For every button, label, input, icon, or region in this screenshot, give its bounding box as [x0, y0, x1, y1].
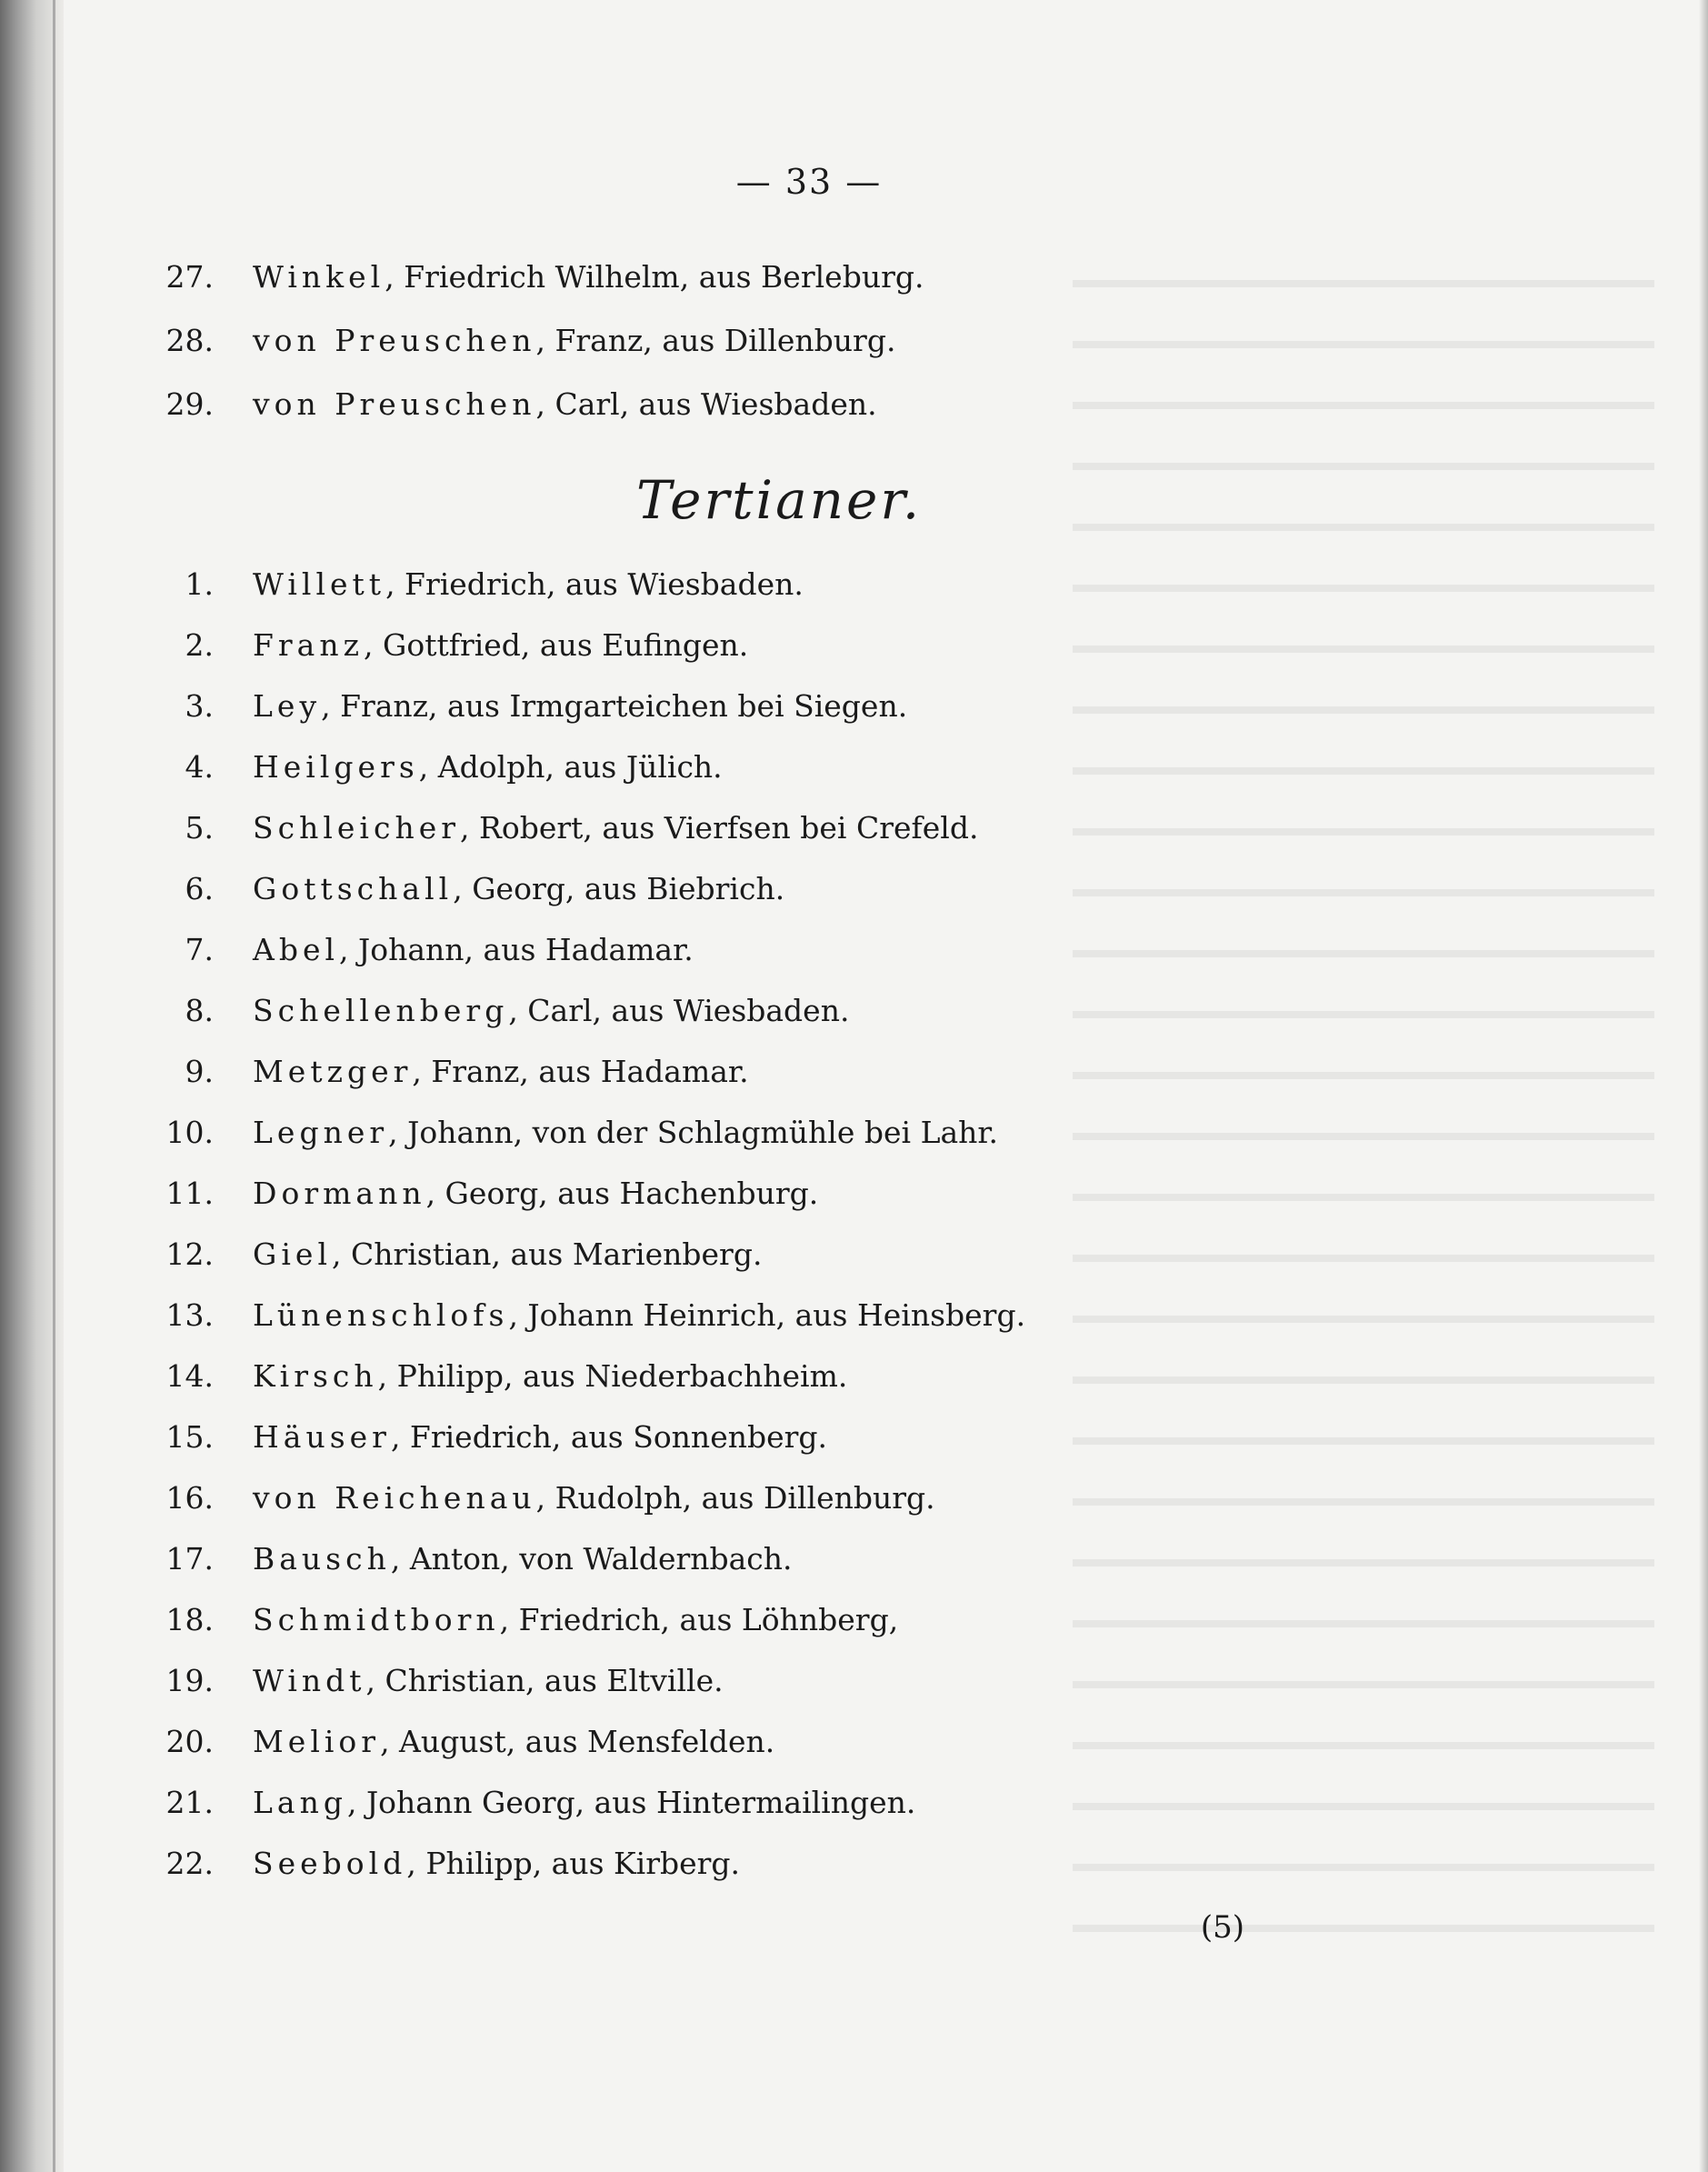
- entry-number: 7.: [185, 932, 214, 967]
- entry-number: 15.: [165, 1419, 214, 1455]
- list-item: [0, 1293, 1273, 1338]
- entry-number: 4.: [185, 749, 214, 785]
- entry-surname: Kirsch: [253, 1358, 378, 1394]
- list-item: [0, 745, 1273, 790]
- entry-text: [253, 1536, 793, 1582]
- list-item: [0, 1841, 1273, 1887]
- entry-surname: Schmidtborn: [253, 1602, 500, 1637]
- entry-number: 29.: [165, 386, 214, 422]
- entry-number: 2.: [185, 627, 214, 663]
- entry-text: [253, 988, 849, 1034]
- entry-text: [253, 1171, 818, 1216]
- entry-number: 1.: [185, 566, 214, 602]
- list-item: [0, 318, 1273, 364]
- entry-details: , Johann Georg, aus Hintermailingen.: [346, 1785, 916, 1820]
- page-header: [0, 162, 1708, 216]
- section-heading: Tertianer.: [636, 469, 923, 531]
- entry-number: 21.: [165, 1785, 214, 1820]
- entry-text: [253, 866, 784, 912]
- entry-details: , Friedrich Wilhelm, aus Berleburg.: [385, 259, 924, 295]
- list-item: [0, 1719, 1273, 1765]
- entry-text: [253, 1110, 998, 1156]
- list-item: [0, 806, 1273, 851]
- entry-surname: Gottschall: [253, 871, 454, 906]
- entry-details: , Carl, aus Wiesbaden.: [508, 993, 850, 1028]
- entry-text: [253, 1476, 935, 1521]
- entry-details: , Johann, aus Hadamar.: [339, 932, 694, 967]
- list-item: [0, 1597, 1273, 1643]
- list-item: [0, 866, 1273, 912]
- entry-number: 6.: [185, 871, 214, 906]
- entry-surname: Giel: [253, 1236, 332, 1272]
- entry-number: 27.: [165, 259, 214, 295]
- list-item: [0, 255, 1273, 300]
- entry-number: 11.: [165, 1176, 214, 1211]
- entry-details: , Rudolph, aus Dillenburg.: [535, 1480, 935, 1516]
- entry-details: , Johann, von der Schlagmühle bei Lahr.: [388, 1115, 999, 1150]
- entry-surname: Legner: [253, 1115, 389, 1150]
- entry-text: [253, 806, 978, 851]
- entry-details: , Christian, aus Marienberg.: [332, 1236, 763, 1272]
- entry-surname: Heilgers: [253, 749, 419, 785]
- entry-details: , Adolph, aus Jülich.: [418, 749, 723, 785]
- entry-details: , August, aus Mensfelden.: [380, 1724, 775, 1759]
- entry-number: 18.: [165, 1602, 214, 1637]
- entry-text: [253, 745, 723, 790]
- entry-text: [253, 1354, 847, 1399]
- entry-text: [253, 318, 895, 364]
- entry-surname: Abel: [253, 932, 340, 967]
- entry-surname: Willett: [253, 566, 386, 602]
- signature-mark: (5): [1200, 1909, 1245, 1946]
- list-item: [0, 1049, 1273, 1095]
- entry-surname: Melior: [253, 1724, 381, 1759]
- entry-surname: von Preuschen: [253, 323, 536, 358]
- entry-details: , Gottfried, aus Eufingen.: [364, 627, 749, 663]
- entry-surname: Lünenschlofs: [253, 1297, 509, 1333]
- entry-text: [253, 382, 877, 427]
- entry-surname: Schellenberg: [253, 993, 509, 1028]
- entry-number: 3.: [185, 688, 214, 724]
- page-number: — 33 —: [735, 162, 883, 202]
- entry-text: [253, 927, 694, 973]
- entry-number: 14.: [165, 1358, 214, 1394]
- list-item: [0, 562, 1273, 607]
- entry-text: [253, 623, 748, 668]
- list-item: [0, 1780, 1273, 1826]
- list-item: [0, 1476, 1273, 1521]
- entry-number: 8.: [185, 993, 214, 1028]
- list-item: [0, 988, 1273, 1034]
- entry-text: [253, 684, 907, 729]
- entry-details: , Johann Heinrich, aus Heinsberg.: [508, 1297, 1026, 1333]
- entry-number: 12.: [165, 1236, 214, 1272]
- entry-text: [253, 1415, 827, 1460]
- entry-details: , Georg, aus Biebrich.: [453, 871, 785, 906]
- entry-details: , Franz, aus Dillenburg.: [535, 323, 896, 358]
- list-item: [0, 927, 1273, 973]
- entry-details: , Christian, aus Eltville.: [365, 1663, 724, 1698]
- entry-surname: Franz: [253, 627, 364, 663]
- reverse-side-bleed-through: [1073, 236, 1654, 1964]
- entry-surname: von Reichenau: [253, 1480, 536, 1516]
- entry-surname: Metzger: [253, 1054, 413, 1089]
- entry-surname: von Preuschen: [253, 386, 536, 422]
- entry-details: , Carl, aus Wiesbaden.: [535, 386, 877, 422]
- entry-surname: Häuser: [253, 1419, 391, 1455]
- list-item: [0, 684, 1273, 729]
- entry-text: [253, 255, 924, 300]
- entry-surname: Schleicher: [253, 810, 461, 846]
- list-item: [0, 1171, 1273, 1216]
- entry-number: 10.: [165, 1115, 214, 1150]
- entry-surname: Bausch: [253, 1541, 391, 1576]
- entry-details: , Franz, aus Irmgarteichen bei Siegen.: [321, 688, 908, 724]
- entry-surname: Winkel: [253, 259, 385, 295]
- list-item: [0, 1110, 1273, 1156]
- entry-number: 9.: [185, 1054, 214, 1089]
- entry-text: [253, 562, 804, 607]
- entry-text: [253, 1597, 898, 1643]
- entry-surname: Seebold: [253, 1846, 407, 1881]
- entry-details: , Philipp, aus Niederbachheim.: [377, 1358, 848, 1394]
- entry-details: , Friedrich, aus Löhnberg,: [499, 1602, 899, 1637]
- entry-number: 28.: [165, 323, 214, 358]
- entry-number: 13.: [165, 1297, 214, 1333]
- list-item: [0, 1536, 1273, 1582]
- list-item: [0, 623, 1273, 668]
- list-item: [0, 1354, 1273, 1399]
- entry-details: , Robert, aus Vierfsen bei Crefeld.: [460, 810, 979, 846]
- entry-number: 16.: [165, 1480, 214, 1516]
- entry-details: , Friedrich, aus Sonnenberg.: [390, 1419, 828, 1455]
- list-item: [0, 1232, 1273, 1277]
- entry-text: [253, 1658, 724, 1704]
- entry-text: [253, 1293, 1025, 1338]
- entry-surname: Ley: [253, 688, 322, 724]
- entry-details: , Philipp, aus Kirberg.: [406, 1846, 741, 1881]
- entry-details: , Georg, aus Hachenburg.: [425, 1176, 819, 1211]
- entry-number: 20.: [165, 1724, 214, 1759]
- entry-number: 5.: [185, 810, 214, 846]
- entry-text: [253, 1049, 749, 1095]
- entry-number: 17.: [165, 1541, 214, 1576]
- entry-details: , Anton, von Waldernbach.: [390, 1541, 793, 1576]
- entry-text: [253, 1232, 762, 1277]
- entry-number: 19.: [165, 1663, 214, 1698]
- entry-text: [253, 1841, 740, 1887]
- entry-surname: Lang: [253, 1785, 347, 1820]
- page-right-edge: [1699, 0, 1708, 2172]
- entry-text: [253, 1719, 774, 1765]
- entry-number: 22.: [165, 1846, 214, 1881]
- entry-surname: Windt: [253, 1663, 366, 1698]
- entry-details: , Franz, aus Hadamar.: [412, 1054, 749, 1089]
- entry-surname: Dormann: [253, 1176, 426, 1211]
- list-item: [0, 382, 1273, 427]
- entry-details: , Friedrich, aus Wiesbaden.: [385, 566, 804, 602]
- list-item: [0, 1658, 1273, 1704]
- entry-text: [253, 1780, 915, 1826]
- list-item: [0, 1415, 1273, 1460]
